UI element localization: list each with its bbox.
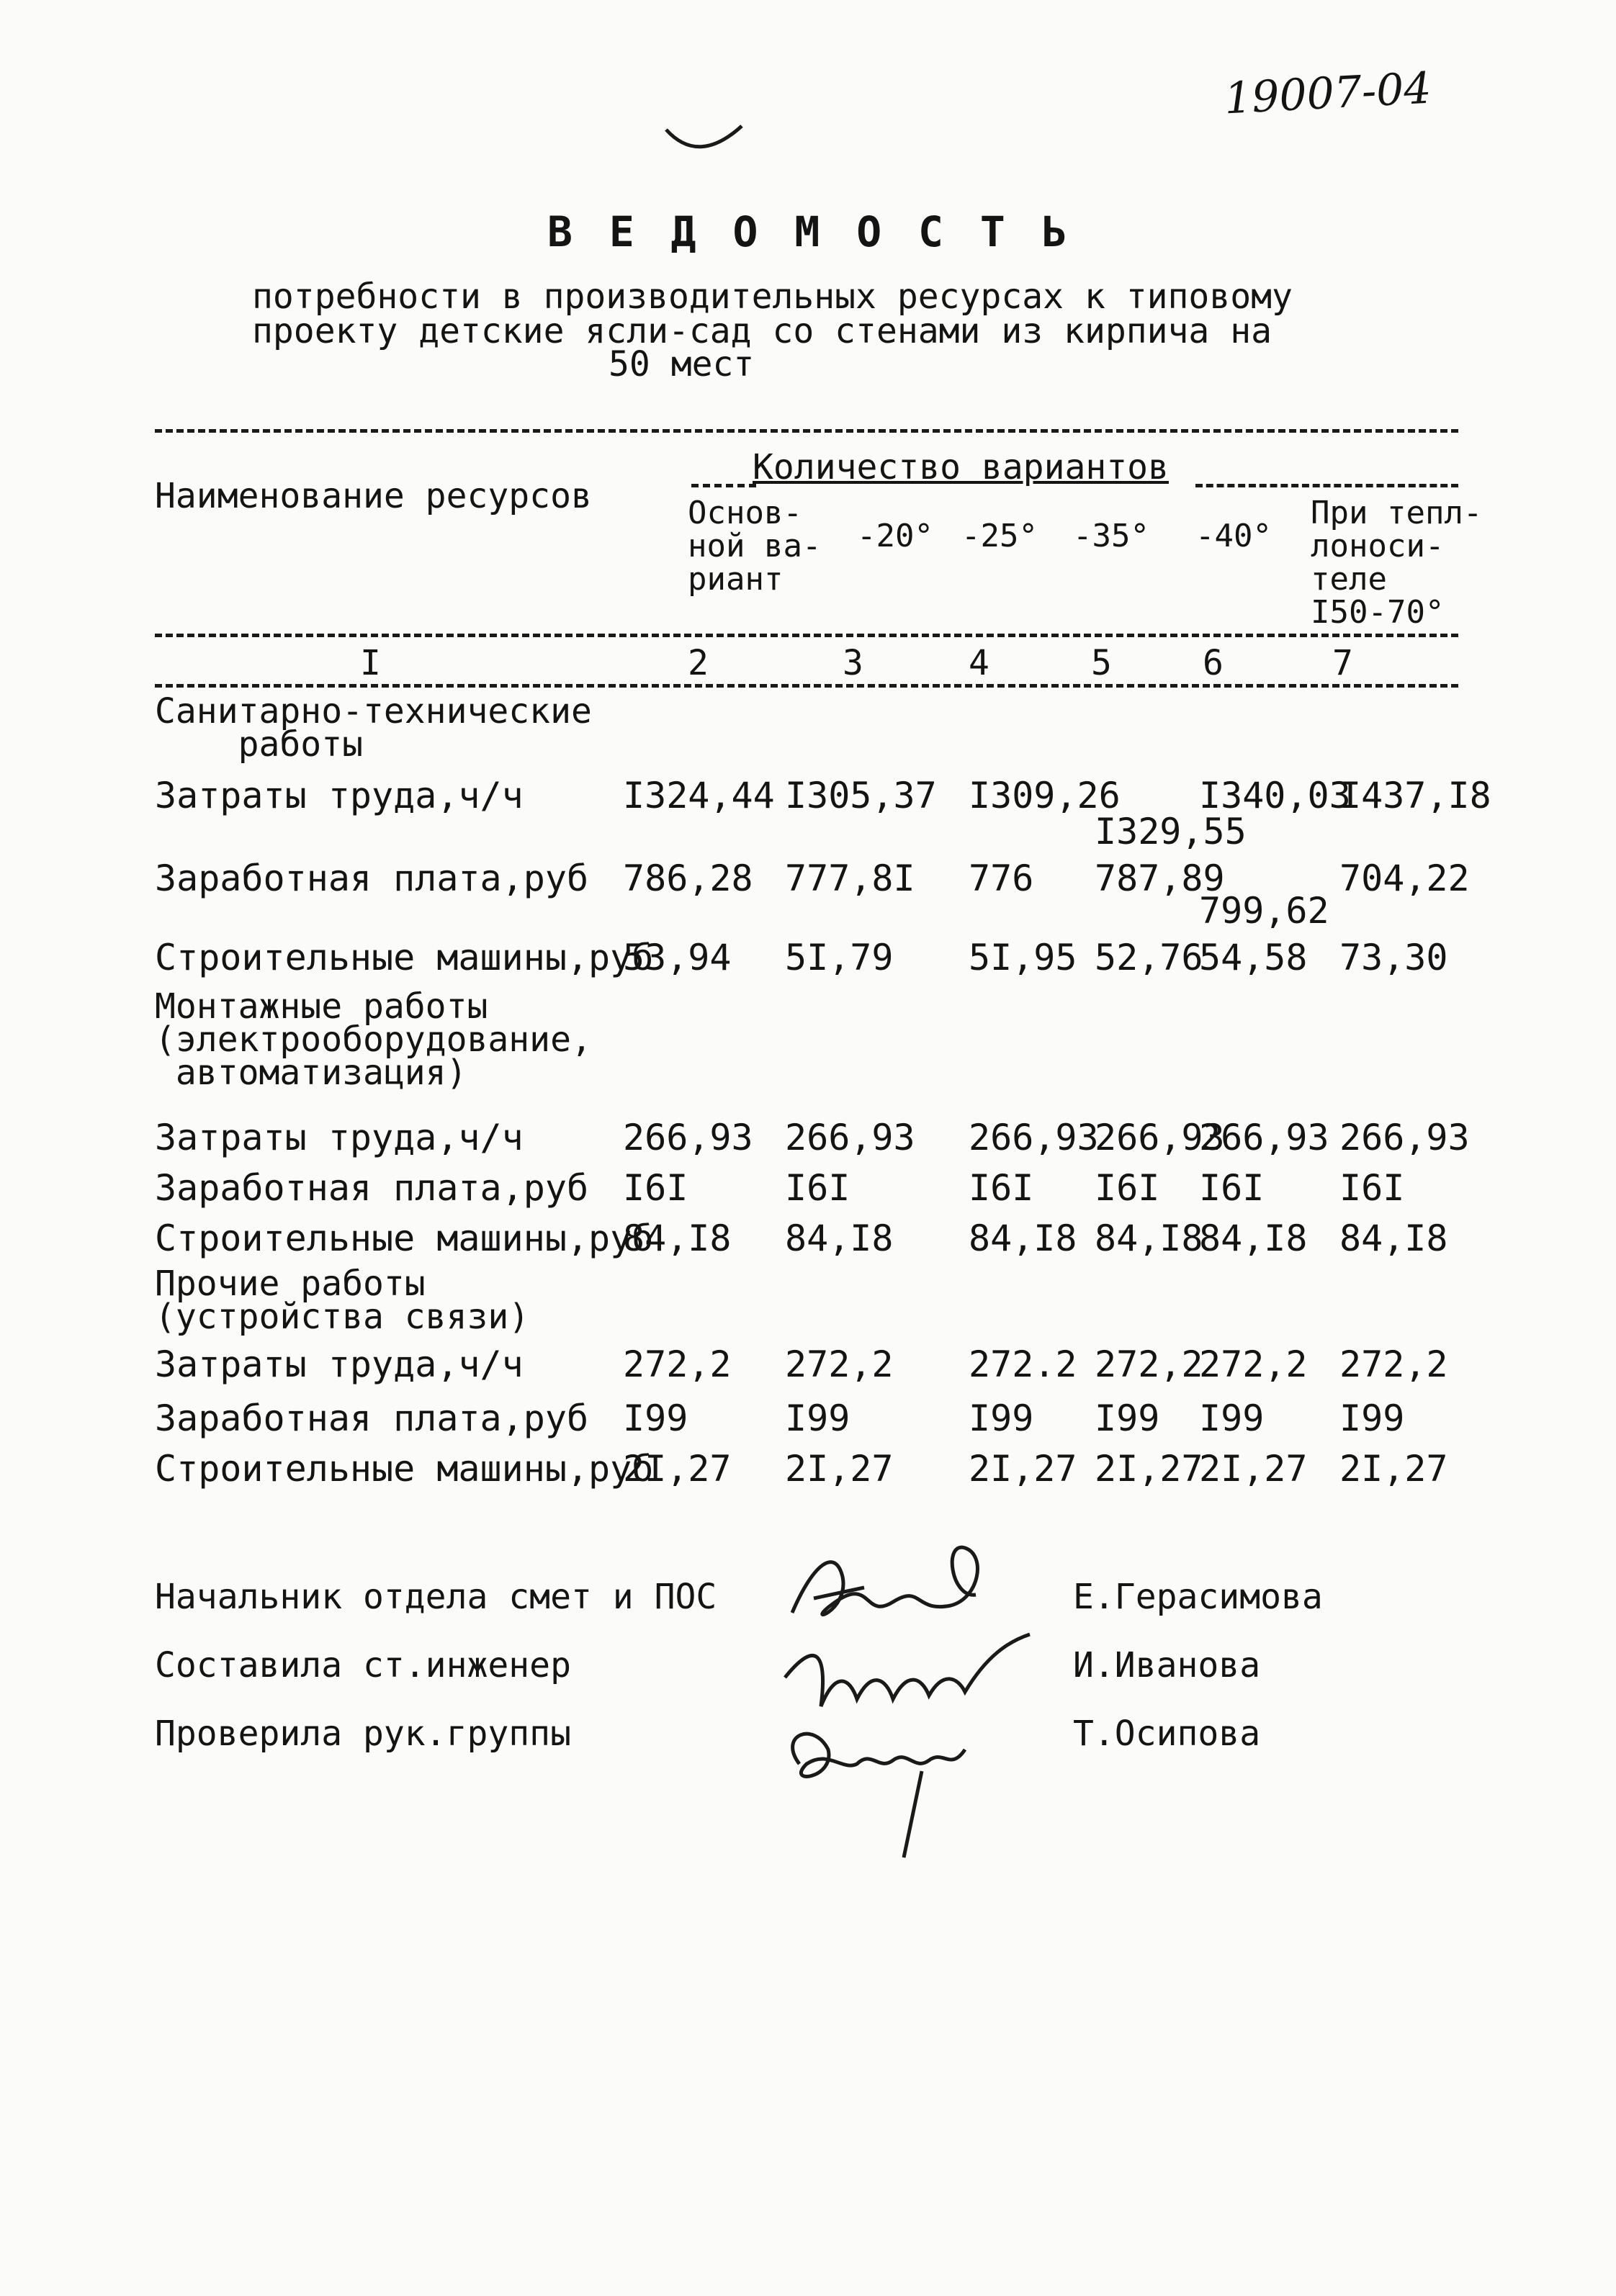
- table-cell: 73,30: [1339, 937, 1448, 978]
- table-cell: 266,93: [969, 1117, 1099, 1158]
- table-cell: 272,2: [785, 1343, 894, 1385]
- table-cell: 266,93: [1095, 1117, 1225, 1158]
- table-cell: 84,I8: [1095, 1217, 1203, 1259]
- table-cell: I305,37: [785, 775, 937, 816]
- signature-position: Составила ст.инженер: [155, 1645, 571, 1685]
- table-cell: 5I,95: [969, 937, 1077, 978]
- table-cell: 787,89: [1095, 857, 1225, 899]
- table-cell: 2I,27: [1199, 1448, 1308, 1490]
- variant-column-header: -40°: [1195, 518, 1272, 554]
- table-cell: 272,2: [623, 1343, 732, 1385]
- table-cell: 266,93: [623, 1117, 753, 1158]
- table-cell: I99: [969, 1397, 1034, 1439]
- table-cell: I340,03: [1199, 775, 1351, 816]
- table-cell: 272,2: [1339, 1343, 1448, 1385]
- table-top-rule: [155, 429, 1458, 433]
- table-cell: 52,76: [1095, 937, 1203, 978]
- variants-header: Количество вариантов: [753, 447, 1169, 487]
- table-cell: 266,93: [785, 1117, 915, 1158]
- section-title: Монтажные работы (электрооборудование, автоматизация): [155, 986, 592, 1093]
- table-cell: 84,I8: [623, 1217, 732, 1259]
- archive-number: 19007-04: [1223, 63, 1433, 125]
- row-label: Заработная плата,руб: [155, 857, 589, 899]
- table-cell: I437,I8: [1339, 775, 1491, 816]
- variant-column-header: -25°: [961, 518, 1038, 554]
- table-cell: I99: [623, 1397, 688, 1439]
- table-cell: 84,I8: [969, 1217, 1077, 1259]
- table-cell: I99: [1095, 1397, 1160, 1439]
- signature-scribbles: [771, 1534, 1037, 1865]
- check-mark-icon: [663, 122, 749, 158]
- table-cell: 5I,79: [785, 937, 894, 978]
- column-number: 2: [688, 643, 709, 683]
- table-cell: I99: [1339, 1397, 1405, 1439]
- table-cell: 704,22: [1339, 857, 1470, 899]
- signature-name: И.Иванова: [1073, 1645, 1261, 1685]
- table-cell: I6I: [1199, 1167, 1265, 1209]
- row-label: Строительные машины,руб: [155, 1217, 654, 1259]
- table-cell: 272,2: [1199, 1343, 1308, 1385]
- table-cell: I6I: [1095, 1167, 1160, 1209]
- row-label: Строительные машины,руб: [155, 1448, 654, 1490]
- column-number: I: [360, 643, 381, 683]
- subtitle-line-3: 50 мест: [609, 344, 755, 384]
- section-title: Санитарно-технические работы: [155, 691, 592, 765]
- row-label: Затраты труда,ч/ч: [155, 775, 524, 816]
- signature-position: Начальник отдела смет и ПОС: [155, 1577, 717, 1617]
- table-cell: 786,28: [623, 857, 753, 899]
- table-cell: 2I,27: [623, 1448, 732, 1490]
- column-number: 4: [969, 643, 989, 683]
- signature-position: Проверила рук.группы: [155, 1714, 571, 1754]
- table-cell: I6I: [969, 1167, 1034, 1209]
- table-cell: 2I,27: [1339, 1448, 1448, 1490]
- subtitle-line-1: потребности в производительных ресурсах к типовому: [252, 276, 1293, 317]
- column-number-rule: [155, 684, 1458, 688]
- header-bottom-rule: [155, 634, 1458, 637]
- table-cell: 53,94: [623, 937, 732, 978]
- variants-rule-right: [1195, 484, 1458, 487]
- table-cell: 777,8I: [785, 857, 915, 899]
- variant-column-header: -35°: [1073, 518, 1149, 554]
- table-cell: 266,93: [1339, 1117, 1470, 1158]
- row-label: Заработная плата,руб: [155, 1167, 589, 1209]
- table-cell: 84,I8: [1339, 1217, 1448, 1259]
- column-number: 3: [843, 643, 863, 683]
- row-label: Заработная плата,руб: [155, 1397, 589, 1439]
- table-cell: I6I: [1339, 1167, 1405, 1209]
- table-cell: I324,44: [623, 775, 775, 816]
- table-cell: 2I,27: [969, 1448, 1077, 1490]
- column-number: 7: [1332, 643, 1353, 683]
- table-cell: I309,26: [969, 775, 1121, 816]
- column-number: 6: [1203, 643, 1224, 683]
- subtitle-line-2: проекту детские ясли-сад со стенами из кирпича на: [252, 311, 1272, 351]
- variant-column-header: Основ- ной ва- риант: [688, 495, 822, 598]
- signature-name: Е.Герасимова: [1073, 1577, 1323, 1617]
- table-cell: 799,62: [1199, 890, 1329, 932]
- table-cell: 84,I8: [1199, 1217, 1308, 1259]
- table-cell: 776: [969, 857, 1034, 899]
- table-cell: I6I: [623, 1167, 688, 1209]
- table-cell: I329,55: [1095, 811, 1247, 852]
- column-number: 5: [1091, 643, 1112, 683]
- row-label: Строительные машины,руб: [155, 937, 654, 978]
- document-title: В Е Д О М О С Т Ь: [547, 207, 1073, 256]
- table-cell: 84,I8: [785, 1217, 894, 1259]
- table-cell: 2I,27: [785, 1448, 894, 1490]
- table-cell: 272,2: [1095, 1343, 1203, 1385]
- signature-name: Т.Осипова: [1073, 1714, 1261, 1754]
- table-cell: I6I: [785, 1167, 850, 1209]
- variant-column-header: При тепл- лоноси- теле I50-70°: [1311, 495, 1483, 631]
- section-title: Прочие работы (устройства связи): [155, 1264, 530, 1337]
- variant-column-header: -20°: [857, 518, 933, 554]
- row-label: Затраты труда,ч/ч: [155, 1117, 524, 1158]
- table-cell: I99: [785, 1397, 850, 1439]
- variants-rule-left: [691, 484, 756, 487]
- table-cell: I99: [1199, 1397, 1265, 1439]
- row-label: Затраты труда,ч/ч: [155, 1343, 524, 1385]
- table-cell: 266,93: [1199, 1117, 1329, 1158]
- table-cell: 272.2: [969, 1343, 1077, 1385]
- table-cell: 54,58: [1199, 937, 1308, 978]
- name-column-header: Наименование ресурсов: [155, 476, 592, 516]
- table-cell: 2I,27: [1095, 1448, 1203, 1490]
